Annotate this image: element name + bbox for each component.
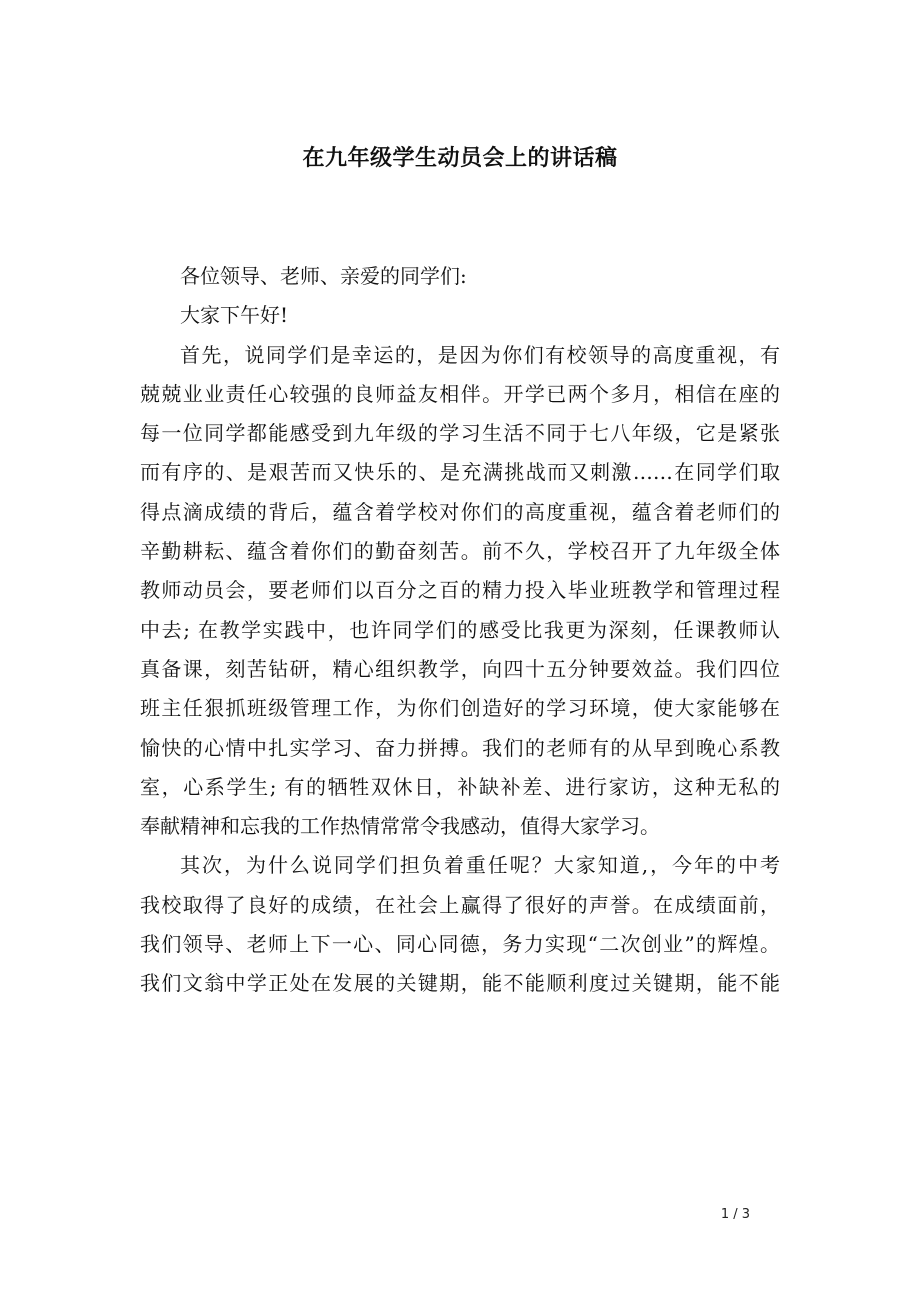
paragraph-1-line: 真备课，刻苦钻研，精心组织教学，向四十五分钟要效益。我们四位 [140,656,780,681]
salutation: 各位领导、老师、亲爱的同学们: [180,264,467,288]
paragraph-1-line: 得点滴成绩的背后，蕴含着学校对你们的高度重视，蕴含着老师们的 [140,499,780,524]
paragraph-1 [140,336,780,847]
paragraph-1-line: 辛勤耕耘、蕴含着你们的勤奋刻苦。前不久，学校召开了九年级全体 [140,539,780,564]
paragraph-1-line: 中去; 在教学实践中，也许同学们的感受比我更为深刻，任课教师认 [140,617,780,642]
greeting: 大家下午好! [180,303,289,328]
paragraph-1-line: 首先，说同学们是幸运的，是因为你们有校领导的高度重视，有 [180,342,780,367]
paragraph-2-line: 我校取得了良好的成绩，在社会上赢得了很好的声誉。在成绩面前， [140,892,780,917]
paragraph-1-line: 愉快的心情中扎实学习、奋力拼搏。我们的老师有的从早到晚心系教 [140,735,780,760]
document-body [140,257,780,1004]
paragraph-2-line: 其次，为什么说同学们担负着重任呢？大家知道,，今年的中考 [180,853,780,878]
page-number: 1 / 3 [720,1207,750,1222]
paragraph-1-line: 而有序的、是艰苦而又快乐的、是充满挑战而又刺激……在同学们取 [140,460,780,485]
paragraph-1-line: 室，心系学生; 有的牺牲双休日，补缺补差、进行家访，这种无私的 [140,774,780,799]
paragraph-1-line: 教师动员会，要老师们以百分之百的精力投入毕业班教学和管理过程 [140,578,780,603]
paragraph-2-line: 我们领导、老师上下一心、同心同德，务力实现“二次创业”的辉煌。 [140,932,780,957]
paragraph-1-line: 每一位同学都能感受到九年级的学习生活不同于七八年级，它是紧张 [140,421,780,446]
document-title: 在九年级学生动员会上的讲话稿 [302,145,618,171]
paragraph-2 [140,846,780,1003]
paragraph-2-line: 我们文翁中学正处在发展的关键期，能不能顺利度过关键期，能不能 [140,971,780,996]
paragraph-1-line: 班主任狠抓班级管理工作，为你们创造好的学习环境，使大家能够在 [140,696,780,721]
paragraph-1-line: 兢兢业业责任心较强的良师益友相伴。开学已两个多月，相信在座的 [140,381,780,406]
paragraph-1-line: 奉献精神和忘我的工作热情常常令我感动，值得大家学习。 [140,814,660,839]
